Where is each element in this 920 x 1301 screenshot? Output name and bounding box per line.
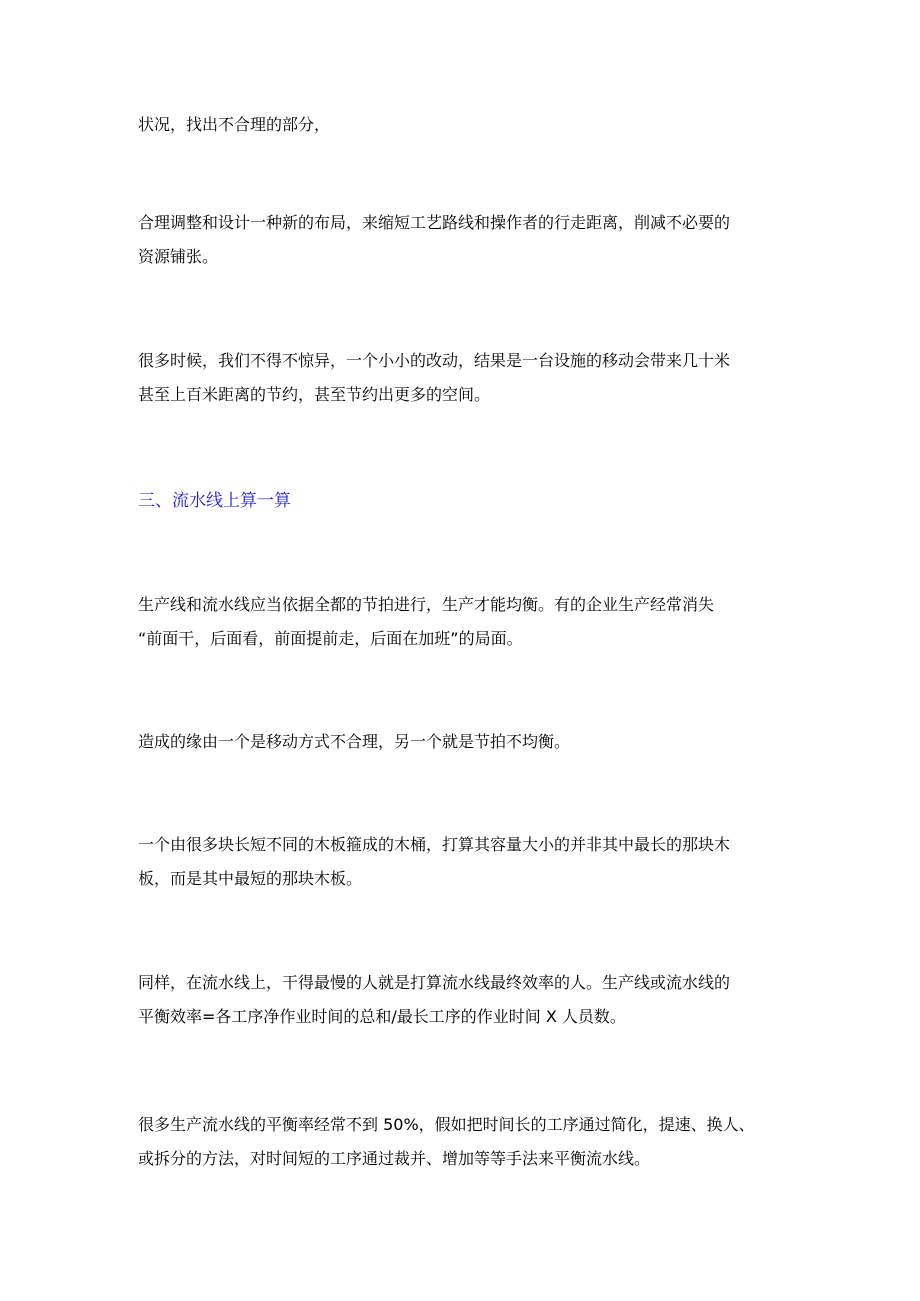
paragraph-line: “前面干，后面看，前面提前走，后面在加班”的局面。 [138, 629, 523, 648]
paragraph-line: 很多生产流水线的平衡率经常不到 50%，假如把时间长的工序通过简化，提速、换人、 [138, 1115, 755, 1134]
paragraph-4 [138, 588, 778, 656]
paragraph-3 [138, 344, 778, 412]
paragraph-line: 很多时候，我们不得不惊异，一个小小的改动，结果是一台设施的移动会带来几十米 [138, 351, 731, 370]
paragraph-line: 状况，找出不合理的部分， [138, 115, 331, 134]
paragraph-8 [138, 1108, 778, 1176]
paragraph-line: 同样，在流水线上，干得最慢的人就是打算流水线最终效率的人。生产线或流水线的 [138, 973, 731, 992]
paragraph-line: 合理调整和设计一种新的布局，来缩短工艺路线和操作者的行走距离，削减不必要的 [138, 213, 731, 232]
paragraph-line: 平衡效率=各工序净作业时间的总和/最长工序的作业时间 X 人员数。 [138, 1007, 626, 1026]
paragraph-line: 甚至上百米距离的节约，甚至节约出更多的空间。 [138, 385, 491, 404]
paragraph-line: 一个由很多块长短不同的木板箍成的木桶，打算其容量大小的并非其中最长的那块木 [138, 835, 731, 854]
section-heading: 三、流水线上算一算 [138, 491, 291, 511]
paragraph-line: 资源铺张。 [138, 247, 219, 266]
paragraph-6 [138, 828, 778, 896]
paragraph-line: 板，而是其中最短的那块木板。 [138, 869, 363, 888]
paragraph-2 [138, 206, 778, 274]
paragraph-5 [138, 725, 778, 759]
paragraph-7 [138, 966, 778, 1034]
paragraph-line: 或拆分的方法，对时间短的工序通过裁并、增加等等手法来平衡流水线。 [138, 1149, 651, 1168]
paragraph-1 [138, 108, 778, 142]
paragraph-line: 生产线和流水线应当依据全都的节拍进行，生产才能均衡。有的企业生产经常消失 [138, 595, 715, 614]
paragraph-line: 造成的缘由一个是移动方式不合理，另一个就是节拍不均衡。 [138, 732, 571, 751]
